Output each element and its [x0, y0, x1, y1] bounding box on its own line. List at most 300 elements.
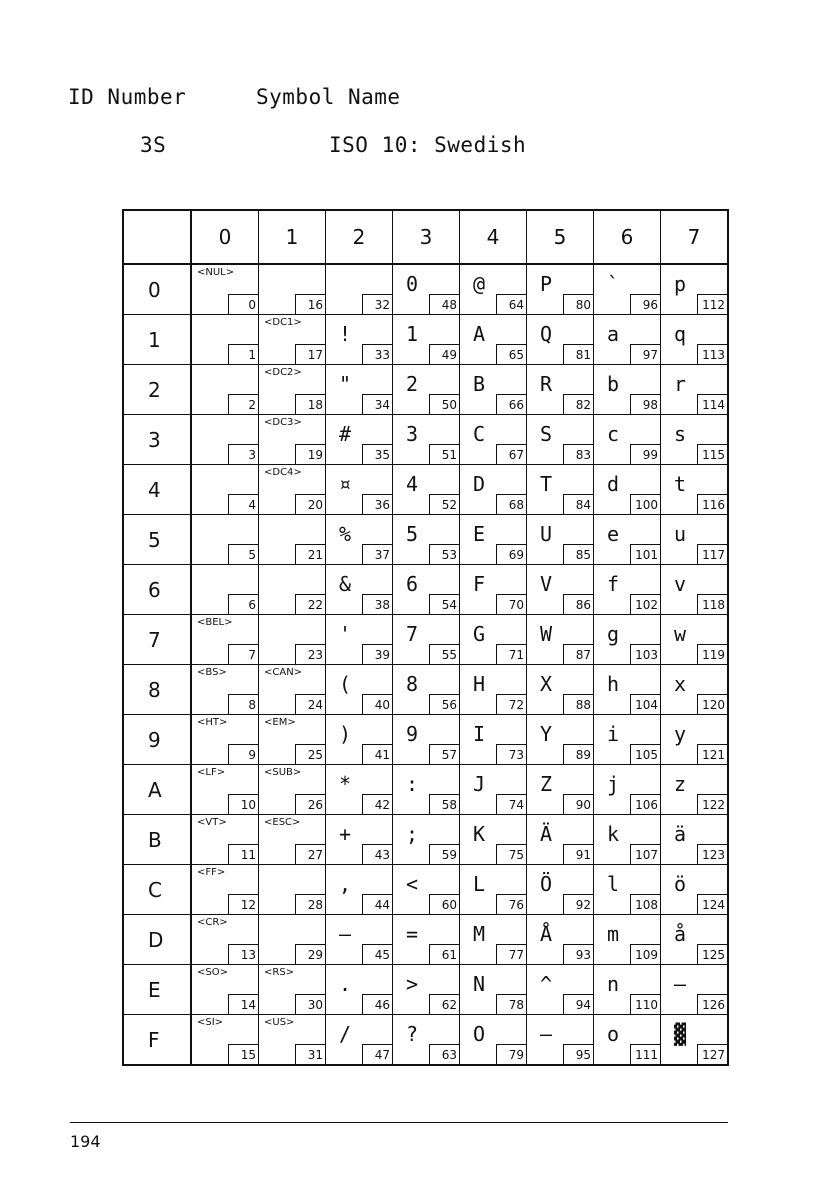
char-cell: [527, 415, 594, 465]
glyph: ?: [406, 1022, 419, 1046]
decimal-code-box: 76: [496, 894, 526, 914]
decimal-code-box: 38: [362, 594, 392, 614]
control-code-label: <ESC>: [264, 817, 301, 828]
decimal-code-box: 101: [630, 544, 660, 564]
char-cell: [460, 965, 527, 1015]
decimal-code-box: 36: [362, 494, 392, 514]
decimal-code-box: 47: [362, 1044, 392, 1064]
char-cell: [661, 965, 729, 1015]
decimal-code-box: 19: [295, 444, 325, 464]
row-header: 7: [123, 615, 191, 665]
decimal-code-box: 77: [496, 944, 526, 964]
char-cell: [527, 715, 594, 765]
column-header: 3: [393, 210, 460, 264]
glyph: X: [540, 672, 553, 696]
decimal-code-box: 14: [228, 994, 258, 1014]
table-body: [123, 264, 728, 1065]
char-cell: [259, 415, 326, 465]
char-cell: [191, 815, 259, 865]
char-cell: [460, 565, 527, 615]
decimal-code-box: 79: [496, 1044, 526, 1064]
char-cell: [527, 615, 594, 665]
glyph: L: [473, 872, 486, 896]
char-cell: [661, 515, 729, 565]
char-cell: [191, 765, 259, 815]
char-cell: [594, 615, 661, 665]
footer-rule: [70, 1122, 728, 1123]
decimal-code-box: 34: [362, 394, 392, 414]
decimal-code-box: 42: [362, 794, 392, 814]
column-header: 7: [661, 210, 729, 264]
char-cell: [326, 815, 393, 865]
decimal-code-box: 39: [362, 644, 392, 664]
glyph: 1: [406, 322, 419, 346]
glyph: 9: [406, 722, 419, 746]
char-cell: [191, 465, 259, 515]
char-cell: [594, 1015, 661, 1066]
decimal-code-box: 6: [228, 594, 258, 614]
table-row: [123, 515, 728, 565]
char-cell: [393, 865, 460, 915]
decimal-code-box: 97: [630, 344, 660, 364]
decimal-code-box: 57: [429, 744, 459, 764]
char-cell: [393, 565, 460, 615]
char-cell: [527, 1015, 594, 1066]
glyph: q: [674, 322, 687, 346]
decimal-code-box: 102: [630, 594, 660, 614]
glyph: r: [674, 372, 687, 396]
char-cell: [460, 315, 527, 365]
row-header: 3: [123, 415, 191, 465]
glyph: F: [473, 572, 486, 596]
decimal-code-box: 125: [697, 944, 727, 964]
glyph: j: [607, 772, 620, 796]
table-row: [123, 1015, 728, 1066]
char-cell: [393, 264, 460, 315]
glyph: @: [473, 272, 486, 296]
decimal-code-box: 89: [563, 744, 593, 764]
column-header-row: [123, 210, 728, 264]
decimal-code-box: 1: [228, 344, 258, 364]
char-cell: [661, 1015, 729, 1066]
char-cell: [594, 415, 661, 465]
decimal-code-box: 10: [228, 794, 258, 814]
glyph: ;: [406, 822, 419, 846]
char-cell: [191, 665, 259, 715]
char-cell: [527, 665, 594, 715]
char-cell: [326, 465, 393, 515]
decimal-code-box: 106: [630, 794, 660, 814]
control-code-label: <CR>: [197, 917, 228, 928]
decimal-code-box: 16: [295, 294, 325, 314]
char-cell: [661, 915, 729, 965]
decimal-code-box: 80: [563, 294, 593, 314]
glyph: H: [473, 672, 486, 696]
decimal-code-box: 43: [362, 844, 392, 864]
decimal-code-box: 117: [697, 544, 727, 564]
decimal-code-box: 116: [697, 494, 727, 514]
glyph: å: [674, 922, 687, 946]
decimal-code-box: 59: [429, 844, 459, 864]
char-cell: [527, 965, 594, 1015]
decimal-code-box: 7: [228, 644, 258, 664]
char-cell: [191, 315, 259, 365]
id-number-value: 3S: [140, 133, 167, 157]
decimal-code-box: 48: [429, 294, 459, 314]
table-row: [123, 715, 728, 765]
decimal-code-box: 37: [362, 544, 392, 564]
table-row: [123, 315, 728, 365]
glyph: Y: [540, 722, 553, 746]
column-header: 0: [191, 210, 259, 264]
glyph: A: [473, 322, 486, 346]
char-cell: [460, 465, 527, 515]
char-cell: [594, 515, 661, 565]
decimal-code-box: 74: [496, 794, 526, 814]
decimal-code-box: 85: [563, 544, 593, 564]
decimal-code-box: 4: [228, 494, 258, 514]
decimal-code-box: 3: [228, 444, 258, 464]
glyph: O: [473, 1022, 486, 1046]
glyph: e: [607, 522, 620, 546]
row-header: D: [123, 915, 191, 965]
char-cell: [326, 765, 393, 815]
glyph: I: [473, 722, 486, 746]
decimal-code-box: 68: [496, 494, 526, 514]
decimal-code-box: 115: [697, 444, 727, 464]
decimal-code-box: 121: [697, 744, 727, 764]
decimal-code-box: 33: [362, 344, 392, 364]
decimal-code-box: 119: [697, 644, 727, 664]
glyph: d: [607, 472, 620, 496]
char-cell: [527, 365, 594, 415]
glyph: S: [540, 422, 553, 446]
char-cell: [661, 365, 729, 415]
decimal-code-box: 90: [563, 794, 593, 814]
char-cell: [393, 465, 460, 515]
glyph: !: [339, 322, 352, 346]
decimal-code-box: 64: [496, 294, 526, 314]
decimal-code-box: 27: [295, 844, 325, 864]
decimal-code-box: 40: [362, 694, 392, 714]
char-cell: [259, 965, 326, 1015]
decimal-code-box: 31: [295, 1044, 325, 1064]
char-cell: [259, 465, 326, 515]
glyph: n: [607, 972, 620, 996]
glyph: U: [540, 522, 553, 546]
glyph: Ä: [540, 822, 553, 846]
glyph: K: [473, 822, 486, 846]
decimal-code-box: 88: [563, 694, 593, 714]
decimal-code-box: 73: [496, 744, 526, 764]
char-cell: [191, 415, 259, 465]
decimal-code-box: 11: [228, 844, 258, 864]
glyph: 0: [406, 272, 419, 296]
char-cell: [191, 965, 259, 1015]
table-row: [123, 965, 728, 1015]
glyph: 7: [406, 622, 419, 646]
char-cell: [527, 765, 594, 815]
char-cell: [191, 915, 259, 965]
glyph: h: [607, 672, 620, 696]
char-cell: [259, 665, 326, 715]
glyph: b: [607, 372, 620, 396]
character-set-table: [122, 209, 729, 1066]
char-cell: [326, 715, 393, 765]
glyph: p: [674, 272, 687, 296]
decimal-code-box: 22: [295, 594, 325, 614]
char-cell: [661, 315, 729, 365]
glyph: c: [607, 422, 620, 446]
control-code-label: <DC2>: [264, 367, 302, 378]
glyph: C: [473, 422, 486, 446]
char-cell: [326, 615, 393, 665]
char-cell: [393, 615, 460, 665]
char-cell: [326, 315, 393, 365]
table-row: [123, 815, 728, 865]
decimal-code-box: 92: [563, 894, 593, 914]
char-cell: [594, 715, 661, 765]
char-cell: [594, 465, 661, 515]
char-cell: [393, 415, 460, 465]
decimal-code-box: 87: [563, 644, 593, 664]
decimal-code-box: 114: [697, 394, 727, 414]
control-code-label: <FF>: [197, 867, 226, 878]
glyph: 5: [406, 522, 419, 546]
char-cell: [326, 565, 393, 615]
glyph: .: [339, 972, 352, 996]
glyph: g: [607, 622, 620, 646]
decimal-code-box: 29: [295, 944, 325, 964]
char-cell: [594, 665, 661, 715]
char-cell: [191, 1015, 259, 1066]
char-cell: [191, 715, 259, 765]
glyph: V: [540, 572, 553, 596]
char-cell: [393, 715, 460, 765]
decimal-code-box: 109: [630, 944, 660, 964]
glyph: i: [607, 722, 620, 746]
control-code-label: <DC1>: [264, 317, 302, 328]
decimal-code-box: 103: [630, 644, 660, 664]
decimal-code-box: 52: [429, 494, 459, 514]
char-cell: [326, 365, 393, 415]
glyph: E: [473, 522, 486, 546]
glyph: &: [339, 572, 352, 596]
char-cell: [259, 565, 326, 615]
char-cell: [460, 915, 527, 965]
decimal-code-box: 69: [496, 544, 526, 564]
glyph: y: [674, 722, 687, 746]
decimal-code-box: 105: [630, 744, 660, 764]
char-cell: [460, 415, 527, 465]
control-code-label: <BS>: [197, 667, 227, 678]
decimal-code-box: 83: [563, 444, 593, 464]
decimal-code-box: 100: [630, 494, 660, 514]
decimal-code-box: 81: [563, 344, 593, 364]
table-row: [123, 365, 728, 415]
page-number: 194: [70, 1132, 101, 1151]
decimal-code-box: 2: [228, 394, 258, 414]
char-cell: [594, 765, 661, 815]
char-cell: [460, 1015, 527, 1066]
decimal-code-box: 49: [429, 344, 459, 364]
decimal-code-box: 50: [429, 394, 459, 414]
char-cell: [527, 515, 594, 565]
decimal-code-box: 99: [630, 444, 660, 464]
char-cell: [191, 515, 259, 565]
glyph: ¤: [339, 472, 352, 496]
glyph: ,: [339, 872, 352, 896]
decimal-code-box: 5: [228, 544, 258, 564]
decimal-code-box: 78: [496, 994, 526, 1014]
decimal-code-box: 26: [295, 794, 325, 814]
char-cell: [191, 565, 259, 615]
decimal-code-box: 58: [429, 794, 459, 814]
row-header: F: [123, 1015, 191, 1066]
glyph: G: [473, 622, 486, 646]
table-corner: [123, 210, 191, 264]
glyph: Å: [540, 922, 553, 946]
id-number-label: ID Number: [68, 85, 187, 109]
row-header: A: [123, 765, 191, 815]
control-code-label: <SI>: [197, 1017, 224, 1028]
char-cell: [259, 264, 326, 315]
row-header: C: [123, 865, 191, 915]
char-cell: [460, 665, 527, 715]
glyph: *: [339, 772, 352, 796]
glyph: Z: [540, 772, 553, 796]
decimal-code-box: 62: [429, 994, 459, 1014]
decimal-code-box: 9: [228, 744, 258, 764]
row-header: 0: [123, 264, 191, 315]
decimal-code-box: 124: [697, 894, 727, 914]
glyph: f: [607, 572, 620, 596]
glyph: M: [473, 922, 486, 946]
decimal-code-box: 104: [630, 694, 660, 714]
glyph: #: [339, 422, 352, 446]
decimal-code-box: 45: [362, 944, 392, 964]
glyph: 2: [406, 372, 419, 396]
char-cell: [661, 665, 729, 715]
glyph: 8: [406, 672, 419, 696]
char-cell: [191, 264, 259, 315]
column-header: 2: [326, 210, 393, 264]
glyph: :: [406, 772, 419, 796]
char-cell: [661, 865, 729, 915]
decimal-code-box: 72: [496, 694, 526, 714]
char-cell: [393, 515, 460, 565]
table-row: [123, 415, 728, 465]
decimal-code-box: 41: [362, 744, 392, 764]
char-cell: [326, 665, 393, 715]
decimal-code-box: 63: [429, 1044, 459, 1064]
char-cell: [326, 965, 393, 1015]
glyph: o: [607, 1022, 620, 1046]
char-cell: [661, 465, 729, 515]
decimal-code-box: 84: [563, 494, 593, 514]
char-cell: [594, 365, 661, 415]
table-row: [123, 565, 728, 615]
decimal-code-box: 110: [630, 994, 660, 1014]
control-code-label: <VT>: [197, 817, 227, 828]
char-cell: [191, 365, 259, 415]
decimal-code-box: 86: [563, 594, 593, 614]
glyph: Q: [540, 322, 553, 346]
glyph: D: [473, 472, 486, 496]
char-cell: [259, 865, 326, 915]
decimal-code-box: 111: [630, 1044, 660, 1064]
decimal-code-box: 54: [429, 594, 459, 614]
control-code-label: <BEL>: [197, 617, 233, 628]
column-header: 4: [460, 210, 527, 264]
table-row: [123, 465, 728, 515]
decimal-code-box: 65: [496, 344, 526, 364]
glyph: m: [607, 922, 620, 946]
decimal-code-box: 75: [496, 844, 526, 864]
row-header: 2: [123, 365, 191, 415]
decimal-code-box: 24: [295, 694, 325, 714]
char-cell: [259, 615, 326, 665]
glyph: ö: [674, 872, 687, 896]
decimal-code-box: 60: [429, 894, 459, 914]
control-code-label: <SO>: [197, 967, 228, 978]
char-cell: [191, 865, 259, 915]
row-header: 6: [123, 565, 191, 615]
glyph: R: [540, 372, 553, 396]
char-cell: [191, 615, 259, 665]
char-cell: [594, 865, 661, 915]
decimal-code-box: 127: [697, 1044, 727, 1064]
table-row: [123, 665, 728, 715]
column-header: 6: [594, 210, 661, 264]
decimal-code-box: 118: [697, 594, 727, 614]
decimal-code-box: 91: [563, 844, 593, 864]
glyph: ": [339, 372, 352, 396]
control-code-label: <NUL>: [197, 267, 235, 278]
decimal-code-box: 120: [697, 694, 727, 714]
glyph: z: [674, 772, 687, 796]
control-code-label: <US>: [264, 1017, 295, 1028]
decimal-code-box: 98: [630, 394, 660, 414]
char-cell: [527, 264, 594, 315]
char-cell: [527, 815, 594, 865]
char-cell: [259, 715, 326, 765]
decimal-code-box: 112: [697, 294, 727, 314]
glyph: (: [339, 672, 352, 696]
decimal-code-box: 113: [697, 344, 727, 364]
glyph: w: [674, 622, 687, 646]
glyph: T: [540, 472, 553, 496]
glyph: /: [339, 1022, 352, 1046]
char-cell: [661, 565, 729, 615]
table-row: [123, 264, 728, 315]
decimal-code-box: 95: [563, 1044, 593, 1064]
glyph: ': [339, 622, 352, 646]
char-cell: [460, 715, 527, 765]
char-cell: [393, 765, 460, 815]
char-cell: [527, 315, 594, 365]
symbol-name-label: Symbol Name: [256, 85, 401, 109]
decimal-code-box: 8: [228, 694, 258, 714]
decimal-code-box: 20: [295, 494, 325, 514]
glyph: ▓: [674, 1022, 687, 1046]
glyph: B: [473, 372, 486, 396]
char-cell: [393, 365, 460, 415]
glyph: <: [406, 872, 419, 896]
glyph: x: [674, 672, 687, 696]
decimal-code-box: 56: [429, 694, 459, 714]
char-cell: [326, 515, 393, 565]
